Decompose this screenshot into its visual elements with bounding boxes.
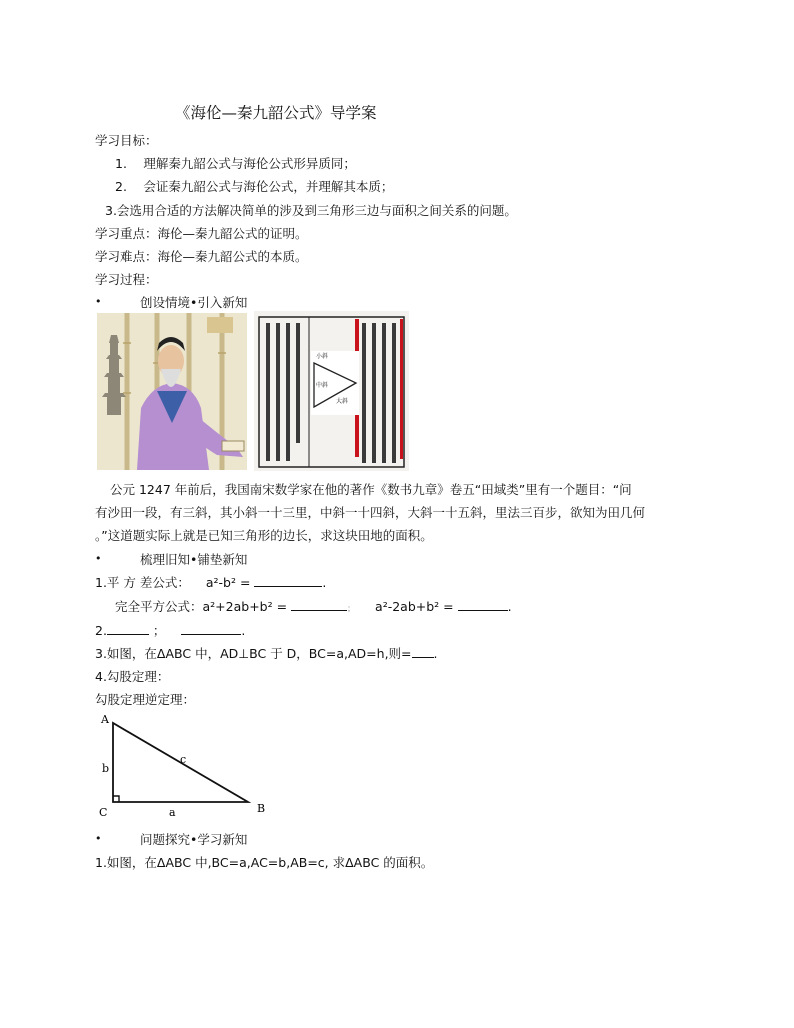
story-line-3: 。”这道题实际上就是已知三角形的边长，求这块田地的面积。 xyxy=(95,528,433,543)
vertex-label-b: B xyxy=(257,802,266,815)
q1b-separator: ； xyxy=(347,604,356,613)
story-line-1: 公元 1247 年前后，我国南宋数学家在他的著作《数书九章》卷五“田域类”里有一个题目：“问 xyxy=(110,482,632,497)
q2-separator: ； xyxy=(152,623,166,638)
q1-end: . xyxy=(322,575,327,590)
q4: 4.勾股定理： xyxy=(95,669,170,684)
q3-end: . xyxy=(433,646,438,661)
q2-label: 2. xyxy=(95,623,107,638)
q1b-blank-1[interactable] xyxy=(291,597,347,611)
q1b-label: 完全平方公式： xyxy=(115,599,203,614)
q3-blank[interactable] xyxy=(412,644,434,658)
q2-row xyxy=(95,621,245,639)
q1b-blank-2[interactable] xyxy=(458,597,508,611)
objective-item-1: 1. 理解秦九韶公式与海伦公式形异质同； xyxy=(115,156,356,171)
vertex-label-c: C xyxy=(99,806,108,819)
bullet-icon: • xyxy=(95,832,102,845)
section-heading-2: 梳理旧知•铺垫新知 xyxy=(140,552,248,567)
bullet-icon: • xyxy=(95,552,102,565)
page-title: 《海伦—秦九韶公式》导学案 xyxy=(175,104,377,122)
q2-end: . xyxy=(241,623,246,638)
section-heading-1: 创设情境•引入新知 xyxy=(140,295,248,310)
q4b: 勾股定理逆定理： xyxy=(95,692,196,707)
q1-blank[interactable] xyxy=(254,573,322,587)
key-point: 学习重点：海伦—秦九韶公式的证明。 xyxy=(95,226,308,241)
side-label-b: b xyxy=(102,762,110,775)
objectives-label: 学习目标： xyxy=(95,133,158,148)
bullet-icon: • xyxy=(95,295,102,308)
objective-item-2: 2. 会证秦九韶公式与海伦公式，并理解其本质； xyxy=(115,179,394,194)
difficulty: 学习难点：海伦—秦九韶公式的本质。 xyxy=(95,249,308,264)
q1b-end: . xyxy=(507,599,512,614)
q1-label: 1.平 方 差公式： xyxy=(95,575,190,590)
q3-row xyxy=(95,644,438,662)
right-triangle-figure xyxy=(95,712,280,822)
q3-text: 3.如图，在ΔABC 中，AD⊥BC 于 D，BC=a,AD=h,则= xyxy=(95,646,412,661)
manuscript-label: 小斜 xyxy=(316,353,329,360)
portrait-image xyxy=(97,313,247,470)
right-angle-mark xyxy=(113,796,119,802)
manuscript-label: 中斜 xyxy=(316,382,329,389)
q1b-formula-2: a²-2ab+b² = xyxy=(375,599,454,614)
q2-blank-2[interactable] xyxy=(181,621,241,635)
q1b-formula-1: a²+2ab+b² = xyxy=(202,599,288,614)
vertex-label-a: A xyxy=(101,713,109,726)
section-heading-3: 问题探究•学习新知 xyxy=(140,832,248,847)
story-line-2: 有沙田一段，有三斜，其小斜一十三里，中斜一十四斜，大斜一十五斜，里法三百步，欲知为田几何 xyxy=(95,505,646,520)
q1b-row xyxy=(115,597,512,615)
manuscript-image xyxy=(254,311,409,471)
final-question: 1.如图，在ΔABC 中,BC=a,AC=b,AB=c, 求ΔABC 的面积。 xyxy=(95,855,434,870)
q1-row xyxy=(95,573,326,591)
process-label: 学习过程： xyxy=(95,272,158,287)
objective-item-3: 3.会选用合适的方法解决简单的涉及到三角形三边与面积之间关系的问题。 xyxy=(105,203,517,218)
q2-blank-1[interactable] xyxy=(107,621,149,635)
q1-formula: a²-b² = xyxy=(205,575,251,590)
side-label-a: a xyxy=(169,806,176,819)
side-label-c: c xyxy=(180,753,187,766)
manuscript-label: 大斜 xyxy=(336,398,349,405)
